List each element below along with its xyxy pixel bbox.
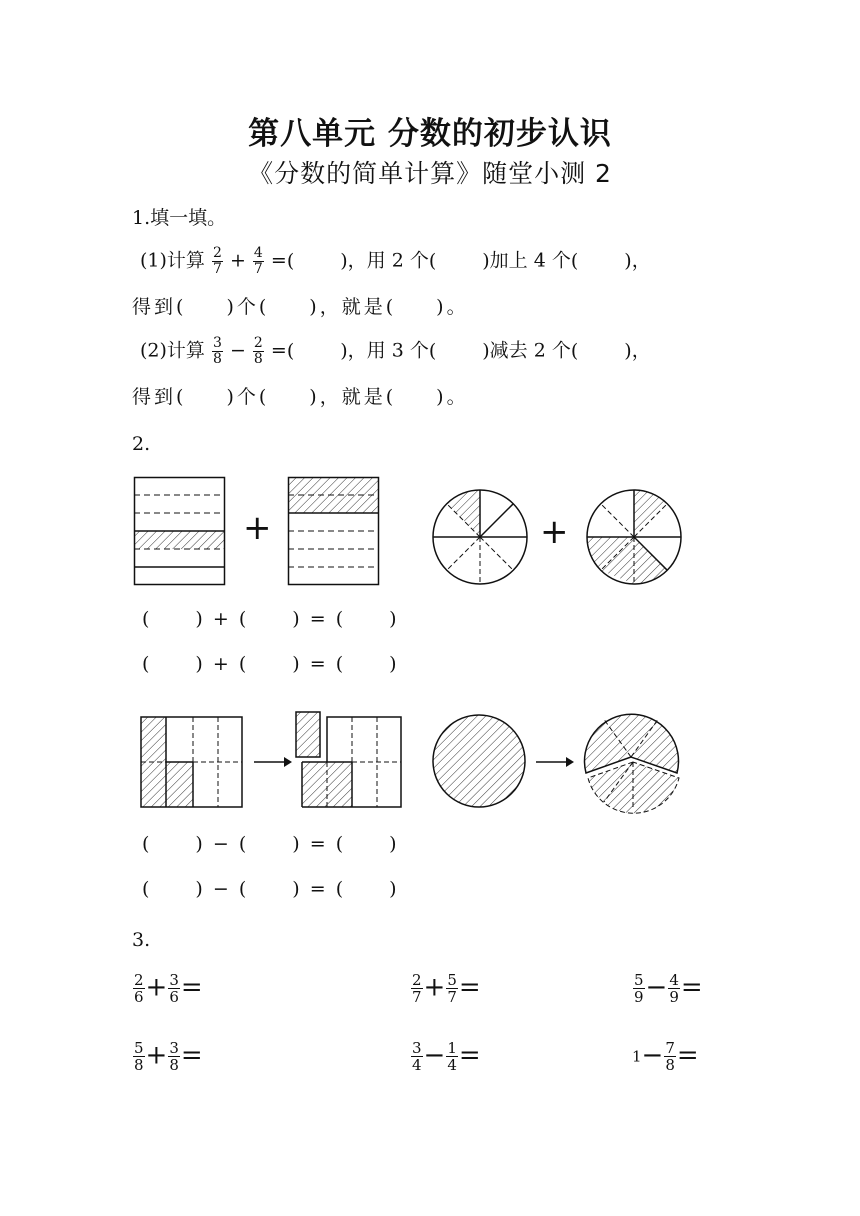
fraction: $\frac{4}{9}$ [669, 971, 679, 1006]
answer-blank[interactable]: ( ) [238, 608, 300, 630]
text: 加上 4 个 [489, 249, 571, 272]
calc-problem [632, 972, 703, 1005]
answer-blank[interactable]: ( ) [176, 386, 237, 408]
text: 得到 [132, 386, 177, 408]
equals-sign: = [180, 1040, 203, 1071]
plus-sign: + [212, 608, 229, 630]
answer-blank[interactable]: ( ) [570, 249, 632, 272]
arrow-icon [536, 752, 574, 772]
answer-blank[interactable]: ( ) [335, 608, 397, 630]
answer-blank[interactable]: ( ) [335, 653, 397, 675]
equals-sign: = [270, 339, 287, 362]
equals-sign: = [680, 972, 703, 1003]
fraction: $\frac{5}{7}$ [447, 971, 457, 1006]
calc-problem [132, 1040, 203, 1073]
text: 。 [446, 386, 469, 408]
whole-number: 1 [632, 1047, 642, 1066]
text: 个 [236, 296, 259, 318]
calc-problem [632, 1040, 699, 1073]
equals-sign: = [676, 1040, 699, 1071]
answer-blank[interactable]: ( ) [385, 296, 447, 318]
fraction: $\frac{7}{8}$ [665, 1039, 675, 1074]
q1-item2-number: (2) [140, 339, 167, 362]
operator: − [423, 1040, 446, 1071]
q1-item2-line1 [140, 336, 651, 367]
comma: ， [631, 339, 651, 362]
calc-problem [132, 972, 203, 1005]
q1-item1-line2 [132, 293, 469, 321]
calc-problem [410, 1040, 481, 1073]
page-title: 第八单元 分数的初步认识 [248, 116, 612, 152]
circle-fraction-figure [584, 487, 684, 587]
rectangle-fraction-figure [134, 477, 226, 585]
q1-item1-calc-label: 计算 [166, 249, 205, 272]
operator: + [145, 1040, 168, 1071]
fraction: $\frac{3}{8}$ [212, 335, 222, 367]
grid-fraction-figure [140, 716, 244, 810]
q2-label: 2. [132, 433, 151, 455]
answer-blank[interactable]: ( ) [238, 653, 300, 675]
fraction: $\frac{2}{7}$ [412, 971, 422, 1006]
plus-sign: + [540, 512, 569, 552]
answer-blank[interactable]: ( ) [335, 878, 397, 900]
text: 个 [236, 386, 259, 408]
answer-blank[interactable]: ( ) [286, 249, 348, 272]
text: 得到 [132, 296, 177, 318]
answer-blank[interactable]: ( ) [258, 296, 320, 318]
answer-blank[interactable]: ( ) [428, 339, 490, 362]
equals-sign: = [270, 249, 287, 272]
q2-equation-sub-2 [142, 878, 397, 900]
calc-problem [410, 972, 481, 1005]
rectangle-fraction-figure [288, 477, 380, 585]
answer-blank[interactable]: ( ) [286, 339, 348, 362]
answer-blank[interactable]: ( ) [428, 249, 490, 272]
plus-sign: + [212, 653, 229, 675]
plus-sign: + [229, 249, 246, 272]
equals-sign: = [309, 608, 326, 630]
answer-blank[interactable]: ( ) [258, 386, 320, 408]
fraction: $\frac{2}{6}$ [134, 971, 144, 1006]
answer-blank[interactable]: ( ) [238, 878, 300, 900]
page-subtitle: 《分数的简单计算》随堂小测 2 [248, 159, 612, 188]
q1-item2-calc-label: 计算 [166, 339, 205, 362]
q1-label: 1.填一填。 [132, 207, 227, 229]
fraction: $\frac{3}{6}$ [169, 971, 179, 1006]
text: 。 [446, 296, 469, 318]
circle-fraction-figure [430, 487, 530, 587]
text: ，用 2 个 [347, 249, 429, 272]
text: 减去 2 个 [489, 339, 571, 362]
q1-item2-line2 [132, 383, 469, 411]
minus-sign: − [212, 878, 229, 900]
answer-blank[interactable]: ( ) [335, 833, 397, 855]
equals-sign: = [309, 833, 326, 855]
operator: − [641, 1040, 664, 1071]
operator: + [145, 972, 168, 1003]
operator: + [423, 972, 446, 1003]
equals-sign: = [458, 972, 481, 1003]
fraction: $\frac{2}{8}$ [253, 335, 263, 367]
text: ，就是 [319, 386, 386, 408]
q2-equation-sub-1 [142, 833, 397, 855]
equals-sign: = [458, 1040, 481, 1071]
equals-sign: = [309, 653, 326, 675]
text: ，就是 [319, 296, 386, 318]
arrow-icon [254, 752, 292, 772]
fraction: $\frac{5}{8}$ [134, 1039, 144, 1074]
fraction: $\frac{1}{4}$ [447, 1039, 457, 1074]
answer-blank[interactable]: ( ) [238, 833, 300, 855]
answer-blank[interactable]: ( ) [142, 833, 203, 855]
q2-equation-add-2 [142, 653, 397, 675]
fraction: $\frac{2}{7}$ [212, 245, 222, 277]
answer-blank[interactable]: ( ) [176, 296, 237, 318]
q3-label: 3. [132, 929, 151, 951]
q2-equation-add-1 [142, 608, 397, 630]
minus-sign: − [212, 833, 229, 855]
operator: − [645, 972, 668, 1003]
comma: ， [631, 249, 651, 272]
equals-sign: = [309, 878, 326, 900]
answer-blank[interactable]: ( ) [385, 386, 447, 408]
fraction: $\frac{3}{8}$ [169, 1039, 179, 1074]
fraction: $\frac{4}{7}$ [253, 245, 263, 277]
text: ，用 3 个 [347, 339, 429, 362]
fraction: $\frac{3}{4}$ [412, 1039, 422, 1074]
answer-blank[interactable]: ( ) [570, 339, 632, 362]
circle-fraction-figure [584, 710, 684, 814]
fraction: $\frac{5}{9}$ [634, 971, 644, 1006]
plus-sign: + [243, 508, 272, 548]
q1-item1-line1 [140, 246, 651, 277]
answer-blank[interactable]: ( ) [142, 653, 203, 675]
grid-fraction-figure [294, 710, 404, 810]
answer-blank[interactable]: ( ) [142, 608, 203, 630]
circle-fraction-figure [430, 712, 528, 810]
answer-blank[interactable]: ( ) [142, 878, 203, 900]
equals-sign: = [180, 972, 203, 1003]
q1-item1-number: (1) [140, 249, 167, 272]
minus-sign: − [229, 339, 246, 362]
